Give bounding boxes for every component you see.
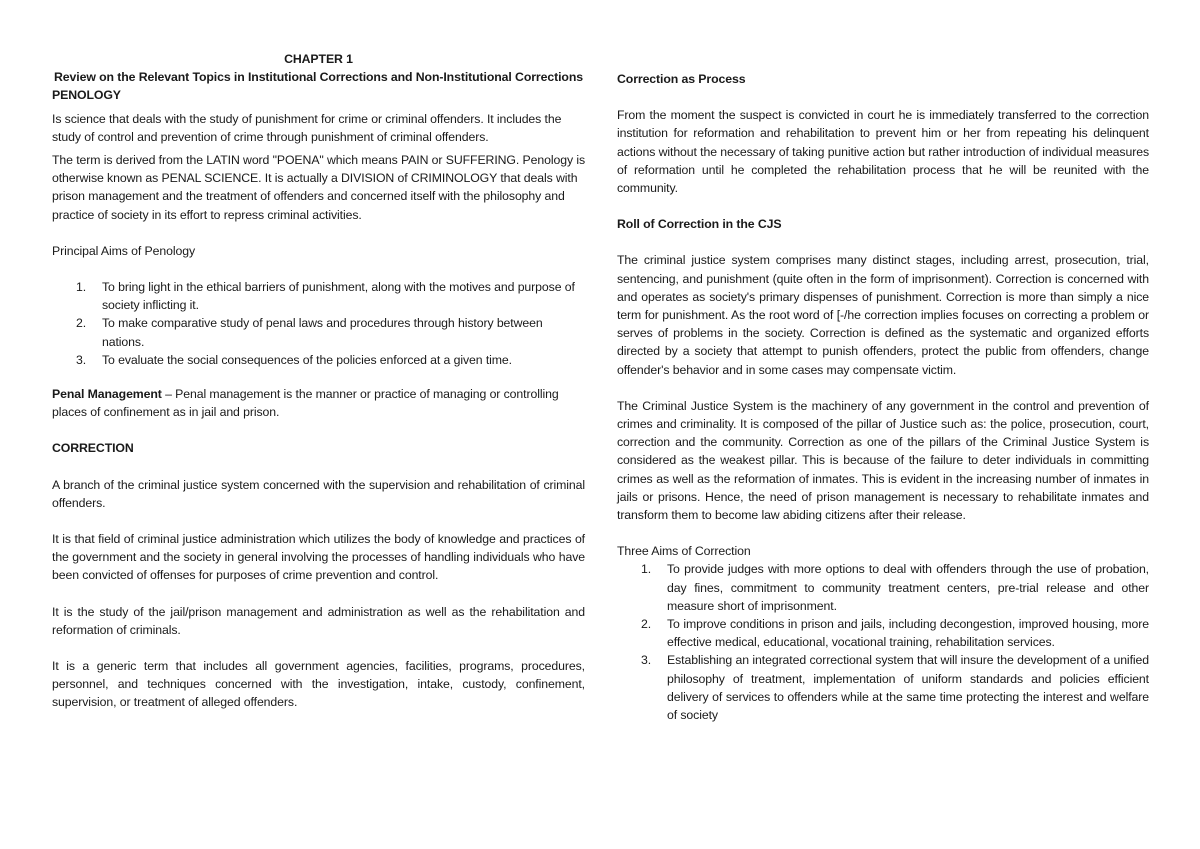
penology-paragraph-2: The term is derived from the LATIN word "POENA" which means PAIN or SUFFERING. Penology is otherwise known as PENAL SCIENCE. It is actually a DIVISION of CRIMINOLOGY that deals with prison management and the treatment of offenders and concerned itself with the philosophy and practice of society in its effort to repress criminal activities. bbox=[52, 153, 585, 222]
roll-paragraph-2: The Criminal Justice System is the machinery of any government in the control and prevention of crimes and criminality. It is composed of the pillar of Justice such as: the police, prosecution, court, correction and the community. Correction as one of the pillars of the Criminal Justice System is considered as the weakest pillar. This is because of the failure to deter individuals in committing crimes as well as the reformation of inmates. This is evident in the increasing number of inmates in jails or prisons. Hence, the need of prison management is necessary to rehabilitate inmates and transform them to become law abiding citizens after their release. bbox=[617, 398, 1149, 523]
penal-management-paragraph: Penal Management – Penal management is the manner or practice of managing or controlling places of confinement as in jail and prison. bbox=[52, 387, 559, 420]
list-item: 1. To bring light in the ethical barriers of punishment, along with the motives and purpose of society inflicting it. bbox=[76, 280, 575, 313]
list-item: 2. To improve conditions in prison and jails, including decongestion, improved housing, more effective medical, educational, vocational training, rehabilitation services. bbox=[641, 617, 1149, 650]
penology-paragraph-1: Is science that deals with the study of punishment for crime or criminal offenders. It includes the study of control and prevention of crime through punishment of criminal offenders. bbox=[52, 111, 562, 144]
correction-paragraph-2: It is that field of criminal justice administration which utilizes the body of knowledge and practices of the government and the society in general involving the processes of handling individuals who have been convicted of offenses for purposes of crime prevention and control. bbox=[52, 532, 585, 583]
list-item: 2. To make comparative study of penal laws and procedures through history between nations. bbox=[76, 316, 543, 349]
roll-paragraph-1: The criminal justice system comprises many distinct stages, including arrest, prosecution, trial, sentencing, and punishment (quite often in the form of imprisonment). Correction is concerned with and operates as society's primary dispenses of punishment. Correction is more than simply a nice term for punishment. As the root word of [-/he correction implies focuses on correcting a problem or serves of problems in the society. Correction is defined as the systematic and organized efforts directed by a society that attempt to punish offenders, protect the public from offenders, change offender's behavior and in some cases may compensate victim. bbox=[617, 253, 1149, 377]
list-item: 3. To evaluate the social consequences of the policies enforced at a given time. bbox=[76, 352, 512, 367]
correction-paragraph-3: It is the study of the jail/prison management and administration as well as the rehabilitation and reformation of criminals. bbox=[52, 604, 585, 637]
roll-heading: Roll of Correction in the CJS bbox=[617, 217, 782, 232]
process-paragraph: From the moment the suspect is convicted in court he is immediately transferred to the correction institution for reformation and rehabilitation to prevent him or her from repeating his delinquent actions without the necessary of taking punitive action but rather introduction of individual measures of reformation until he completed the rehabilitation process that he will be reunited with the community. bbox=[617, 108, 1149, 196]
correction-paragraph-4: It is a generic term that includes all government agencies, facilities, programs, procedures, personnel, and techniques concerned with the investigation, intake, custody, confinement, supervision, or treatment of alleged offenders. bbox=[52, 659, 585, 710]
aims-heading: Principal Aims of Penology bbox=[52, 243, 195, 258]
right-column bbox=[617, 70, 1149, 724]
correction-heading: CORRECTION bbox=[52, 441, 134, 456]
penology-heading: PENOLOGY bbox=[52, 88, 121, 103]
three-aims-heading: Three Aims of Correction bbox=[617, 544, 751, 559]
chapter-subtitle: Review on the Relevant Topics in Institutional Corrections and Non-Institutional Corrections bbox=[54, 70, 583, 85]
process-heading: Correction as Process bbox=[617, 72, 746, 86]
correction-paragraph-1: A branch of the criminal justice system concerned with the supervision and rehabilitation of criminal offenders. bbox=[52, 477, 585, 510]
chapter-title: CHAPTER 1 bbox=[284, 52, 353, 66]
left-column bbox=[52, 50, 585, 712]
aims-list bbox=[52, 278, 585, 369]
list-item: 1. To provide judges with more options to deal with offenders through the use of probation, day fines, commitment to community treatment centers, pre-trial release and other measure short of imprisonment. bbox=[641, 562, 1149, 613]
list-item: 3. Establishing an integrated correctional system that will insure the development of a unified philosophy of treatment, implementation of uniform standards and policies efficient delivery of services to offenders while at the same time protecting the interest and welfare of society bbox=[641, 653, 1149, 723]
three-aims-list bbox=[617, 560, 1149, 724]
penal-management-label: Penal Management bbox=[52, 387, 162, 402]
